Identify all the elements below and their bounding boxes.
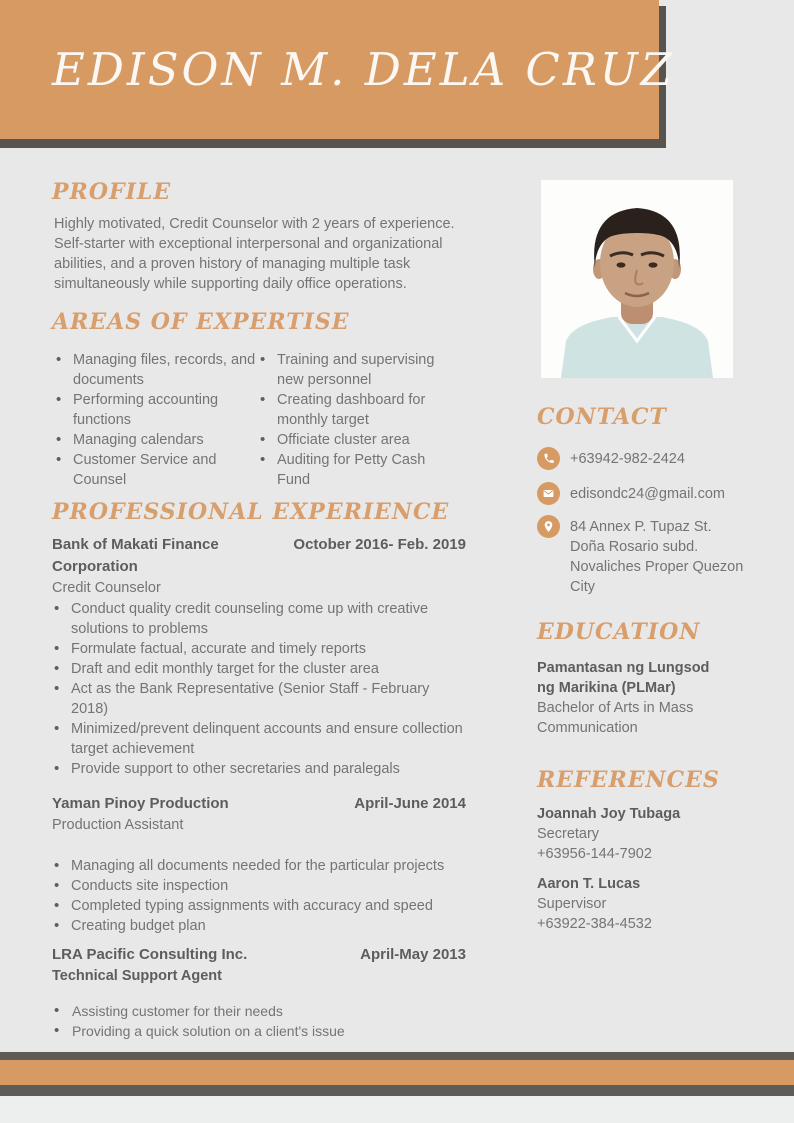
list-item: • Managing all documents needed for the particular projects	[52, 856, 466, 876]
job-header	[52, 793, 466, 815]
contact-item-address	[537, 515, 753, 597]
list-item: • Assisting customer for their needs	[52, 1001, 466, 1021]
company-name: Yaman Pinoy Production	[52, 795, 229, 812]
profile-photo	[541, 180, 733, 378]
contact-item-email	[537, 482, 753, 505]
location-icon	[537, 515, 560, 538]
school-name: Pamantasan ng Lungsod ng Marikina (PLMar)	[537, 660, 710, 696]
job-entry	[52, 534, 466, 779]
email-address: edisondc24@gmail.com	[570, 486, 725, 502]
person-name: EDISON M. DELA CRUZ	[52, 43, 675, 96]
header-banner	[0, 0, 675, 139]
list-item: • Minimized/prevent delinquent accounts and ensure collection target achievement	[52, 719, 466, 759]
list-item: • Officiate cluster area	[258, 430, 456, 450]
experience-heading: PROFESSIONAL EXPERIENCE	[52, 499, 450, 525]
bottom-band-dark-bottom	[0, 1085, 794, 1096]
list-item: • Performing accounting functions	[54, 390, 258, 430]
job-bullet-list	[52, 856, 466, 936]
degree-name: Bachelor of Arts in Mass Communication	[537, 700, 694, 736]
job-entry	[52, 944, 466, 1041]
expertise-list-right	[258, 350, 456, 490]
job-dates: April-May 2013	[360, 946, 466, 963]
job-dates: October 2016- Feb. 2019	[293, 536, 466, 553]
contact-list	[537, 447, 753, 597]
expertise-heading: AREAS OF EXPERTISE	[52, 309, 350, 335]
list-item: • Auditing for Petty Cash Fund	[258, 450, 456, 490]
list-item: • Act as the Bank Representative (Senior Staff - February 2018)	[52, 679, 466, 719]
sidebar-column	[537, 403, 753, 934]
address-text: 84 Annex P. Tupaz St. Doña Rosario subd. Novaliches Proper Quezon City	[570, 519, 744, 595]
job-bullet-list	[52, 599, 466, 779]
list-item: • Providing a quick solution on a client's issue	[52, 1021, 466, 1041]
references-heading: REFERENCES	[537, 767, 720, 793]
phone-number: +63942-982-2424	[570, 451, 685, 467]
reference-entry	[537, 874, 753, 934]
reference-phone: +63956-144-7902	[537, 846, 652, 862]
job-header	[52, 534, 466, 578]
contact-item-phone	[537, 447, 753, 470]
company-name: LRA Pacific Consulting Inc.	[52, 946, 248, 963]
job-title: Production Assistant	[52, 817, 184, 833]
reference-name: Aaron T. Lucas	[537, 876, 641, 892]
portrait-illustration	[541, 180, 733, 378]
main-column	[52, 178, 466, 1041]
reference-title: Supervisor	[537, 896, 607, 912]
list-item: • Formulate factual, accurate and timely reports	[52, 639, 466, 659]
reference-name: Joannah Joy Tubaga	[537, 806, 681, 822]
bottom-band-orange	[0, 1060, 794, 1085]
contact-heading: CONTACT	[537, 404, 667, 430]
list-item: • Creating dashboard for monthly target	[258, 390, 456, 430]
phone-icon	[537, 447, 560, 470]
reference-phone: +63922-384-4532	[537, 916, 652, 932]
list-item: • Creating budget plan	[52, 916, 466, 936]
job-title: Technical Support Agent	[52, 968, 222, 984]
bottom-footer-strip	[0, 1096, 794, 1123]
list-item: • Managing files, records, and documents	[54, 350, 258, 390]
list-item: • Conduct quality credit counseling come up with creative solutions to problems	[52, 599, 466, 639]
expertise-list-left	[54, 350, 258, 490]
bottom-band-dark-top	[0, 1052, 794, 1060]
job-title: Credit Counselor	[52, 580, 161, 596]
job-header	[52, 944, 466, 966]
profile-heading: PROFILE	[52, 179, 172, 205]
job-entry	[52, 793, 466, 936]
reference-title: Secretary	[537, 826, 600, 842]
list-item: • Completed typing assignments with accuracy and speed	[52, 896, 466, 916]
list-item: • Conducts site inspection	[52, 876, 466, 896]
company-name: Bank of Makati Finance Corporation	[52, 536, 219, 575]
job-dates: April-June 2014	[354, 795, 466, 812]
list-item: • Draft and edit monthly target for the cluster area	[52, 659, 466, 679]
email-icon	[537, 482, 560, 505]
profile-text: Highly motivated, Credit Counselor with 2 years of experience. Self-starter with exceptional interpersonal and organizational abilities, and a proven history of managing multiple task simultaneously while supporting daily office operations.	[54, 216, 455, 292]
expertise-columns	[54, 350, 466, 490]
list-item: • Customer Service and Counsel	[54, 450, 258, 490]
list-item: • Managing calendars	[54, 430, 258, 450]
reference-entry	[537, 804, 753, 864]
job-bullet-list	[52, 1001, 466, 1041]
list-item: • Training and supervising new personnel	[258, 350, 456, 390]
education-heading: EDUCATION	[537, 619, 701, 645]
list-item: • Provide support to other secretaries and paralegals	[52, 759, 466, 779]
